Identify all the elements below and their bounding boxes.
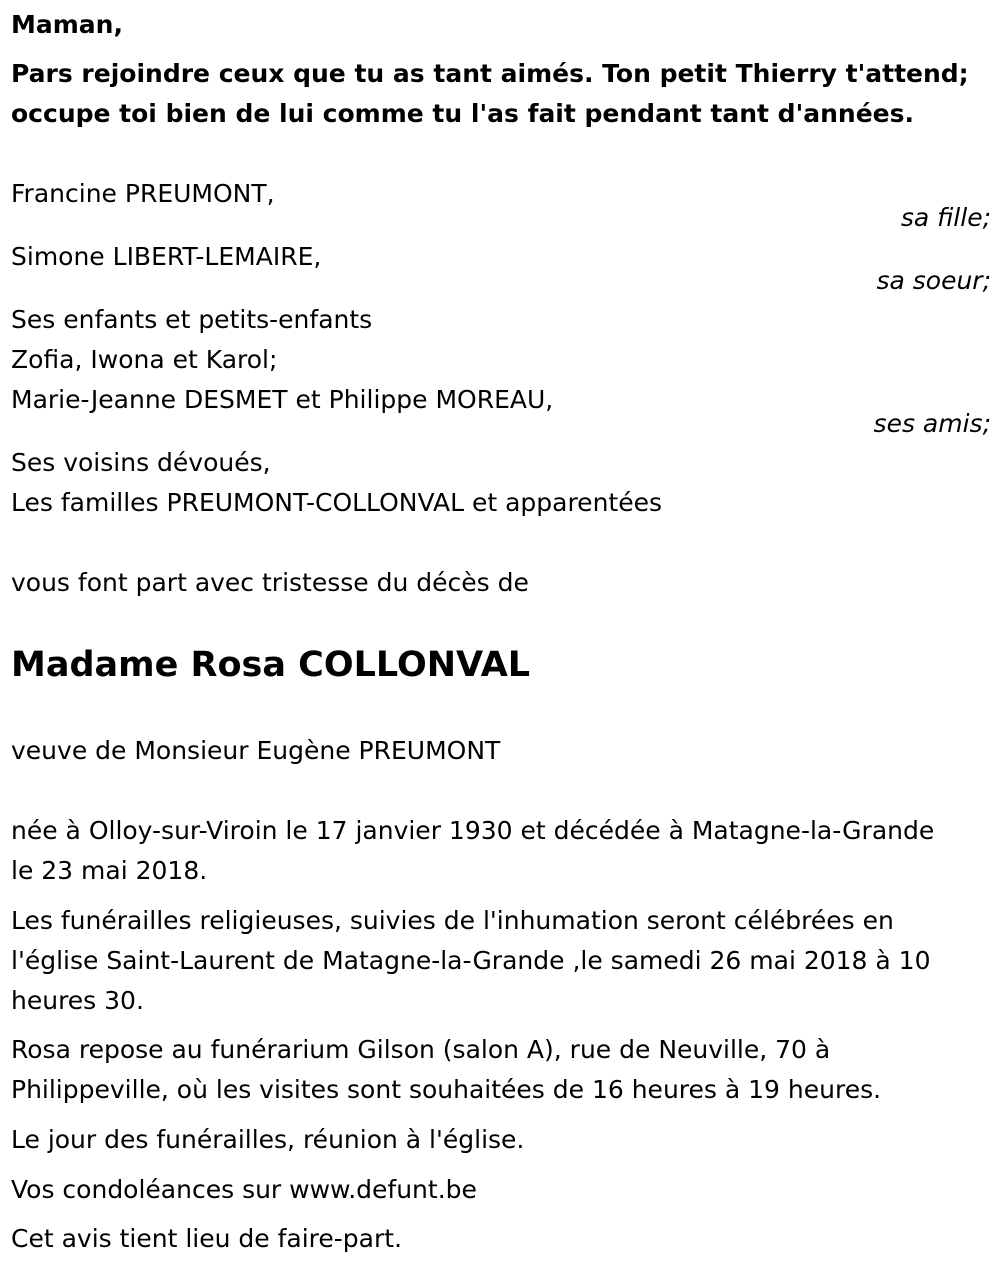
rest-line-2: Philippeville, où les visites sont souhaitées de 16 heures à 19 heures. (11, 1075, 882, 1104)
opening-message-line-2: occupe toi bien de lui comme tu l'as fait pendant tant d'années. (11, 99, 914, 128)
opening-message-line-1: Pars rejoindre ceux que tu as tant aimés. Ton petit Thierry t'attend; (11, 59, 969, 88)
condolences-info: Vos condoléances sur www.defunt.be (11, 1175, 477, 1204)
grandchildren-line: Zofia, Iwona et Karol; (11, 345, 278, 374)
families-line: Les familles PREUMONT-COLLONVAL et apparentées (11, 488, 663, 517)
daughter-name: Francine PREUMONT, (11, 179, 275, 208)
friends-names: Marie-Jeanne DESMET et Philippe MOREAU, (11, 385, 554, 414)
deceased-name: Madame Rosa COLLONVAL (11, 645, 531, 685)
sister-name: Simone LIBERT-LEMAIRE, (11, 242, 322, 271)
neighbors-line: Ses voisins dévoués, (11, 448, 271, 477)
children-line: Ses enfants et petits-enfants (11, 305, 373, 334)
meeting-info: Le jour des funérailles, réunion à l'église. (11, 1125, 525, 1154)
funeral-line-2: l'église Saint-Laurent de Matagne-la-Grande ,le samedi 26 mai 2018 à 10 (11, 946, 931, 975)
notice-info: Cet avis tient lieu de faire-part. (11, 1224, 403, 1253)
funeral-line-1: Les funérailles religieuses, suivies de l'inhumation seront célébrées en (11, 906, 894, 935)
rest-line-1: Rosa repose au funérarium Gilson (salon A), rue de Neuville, 70 à (11, 1035, 831, 1064)
sister-relation: sa soeur; (876, 266, 991, 295)
friends-relation: ses amis; (873, 409, 991, 438)
funeral-line-3: heures 30. (11, 986, 144, 1015)
birth-death-line-1: née à Olloy-sur-Viroin le 17 janvier 1930 et décédée à Matagne-la-Grande (11, 816, 935, 845)
daughter-relation: sa fille; (900, 203, 991, 232)
salutation: Maman, (11, 10, 123, 39)
widow-of: veuve de Monsieur Eugène PREUMONT (11, 736, 501, 765)
announcement: vous font part avec tristesse du décès de (11, 568, 529, 597)
birth-death-line-2: le 23 mai 2018. (11, 856, 208, 885)
